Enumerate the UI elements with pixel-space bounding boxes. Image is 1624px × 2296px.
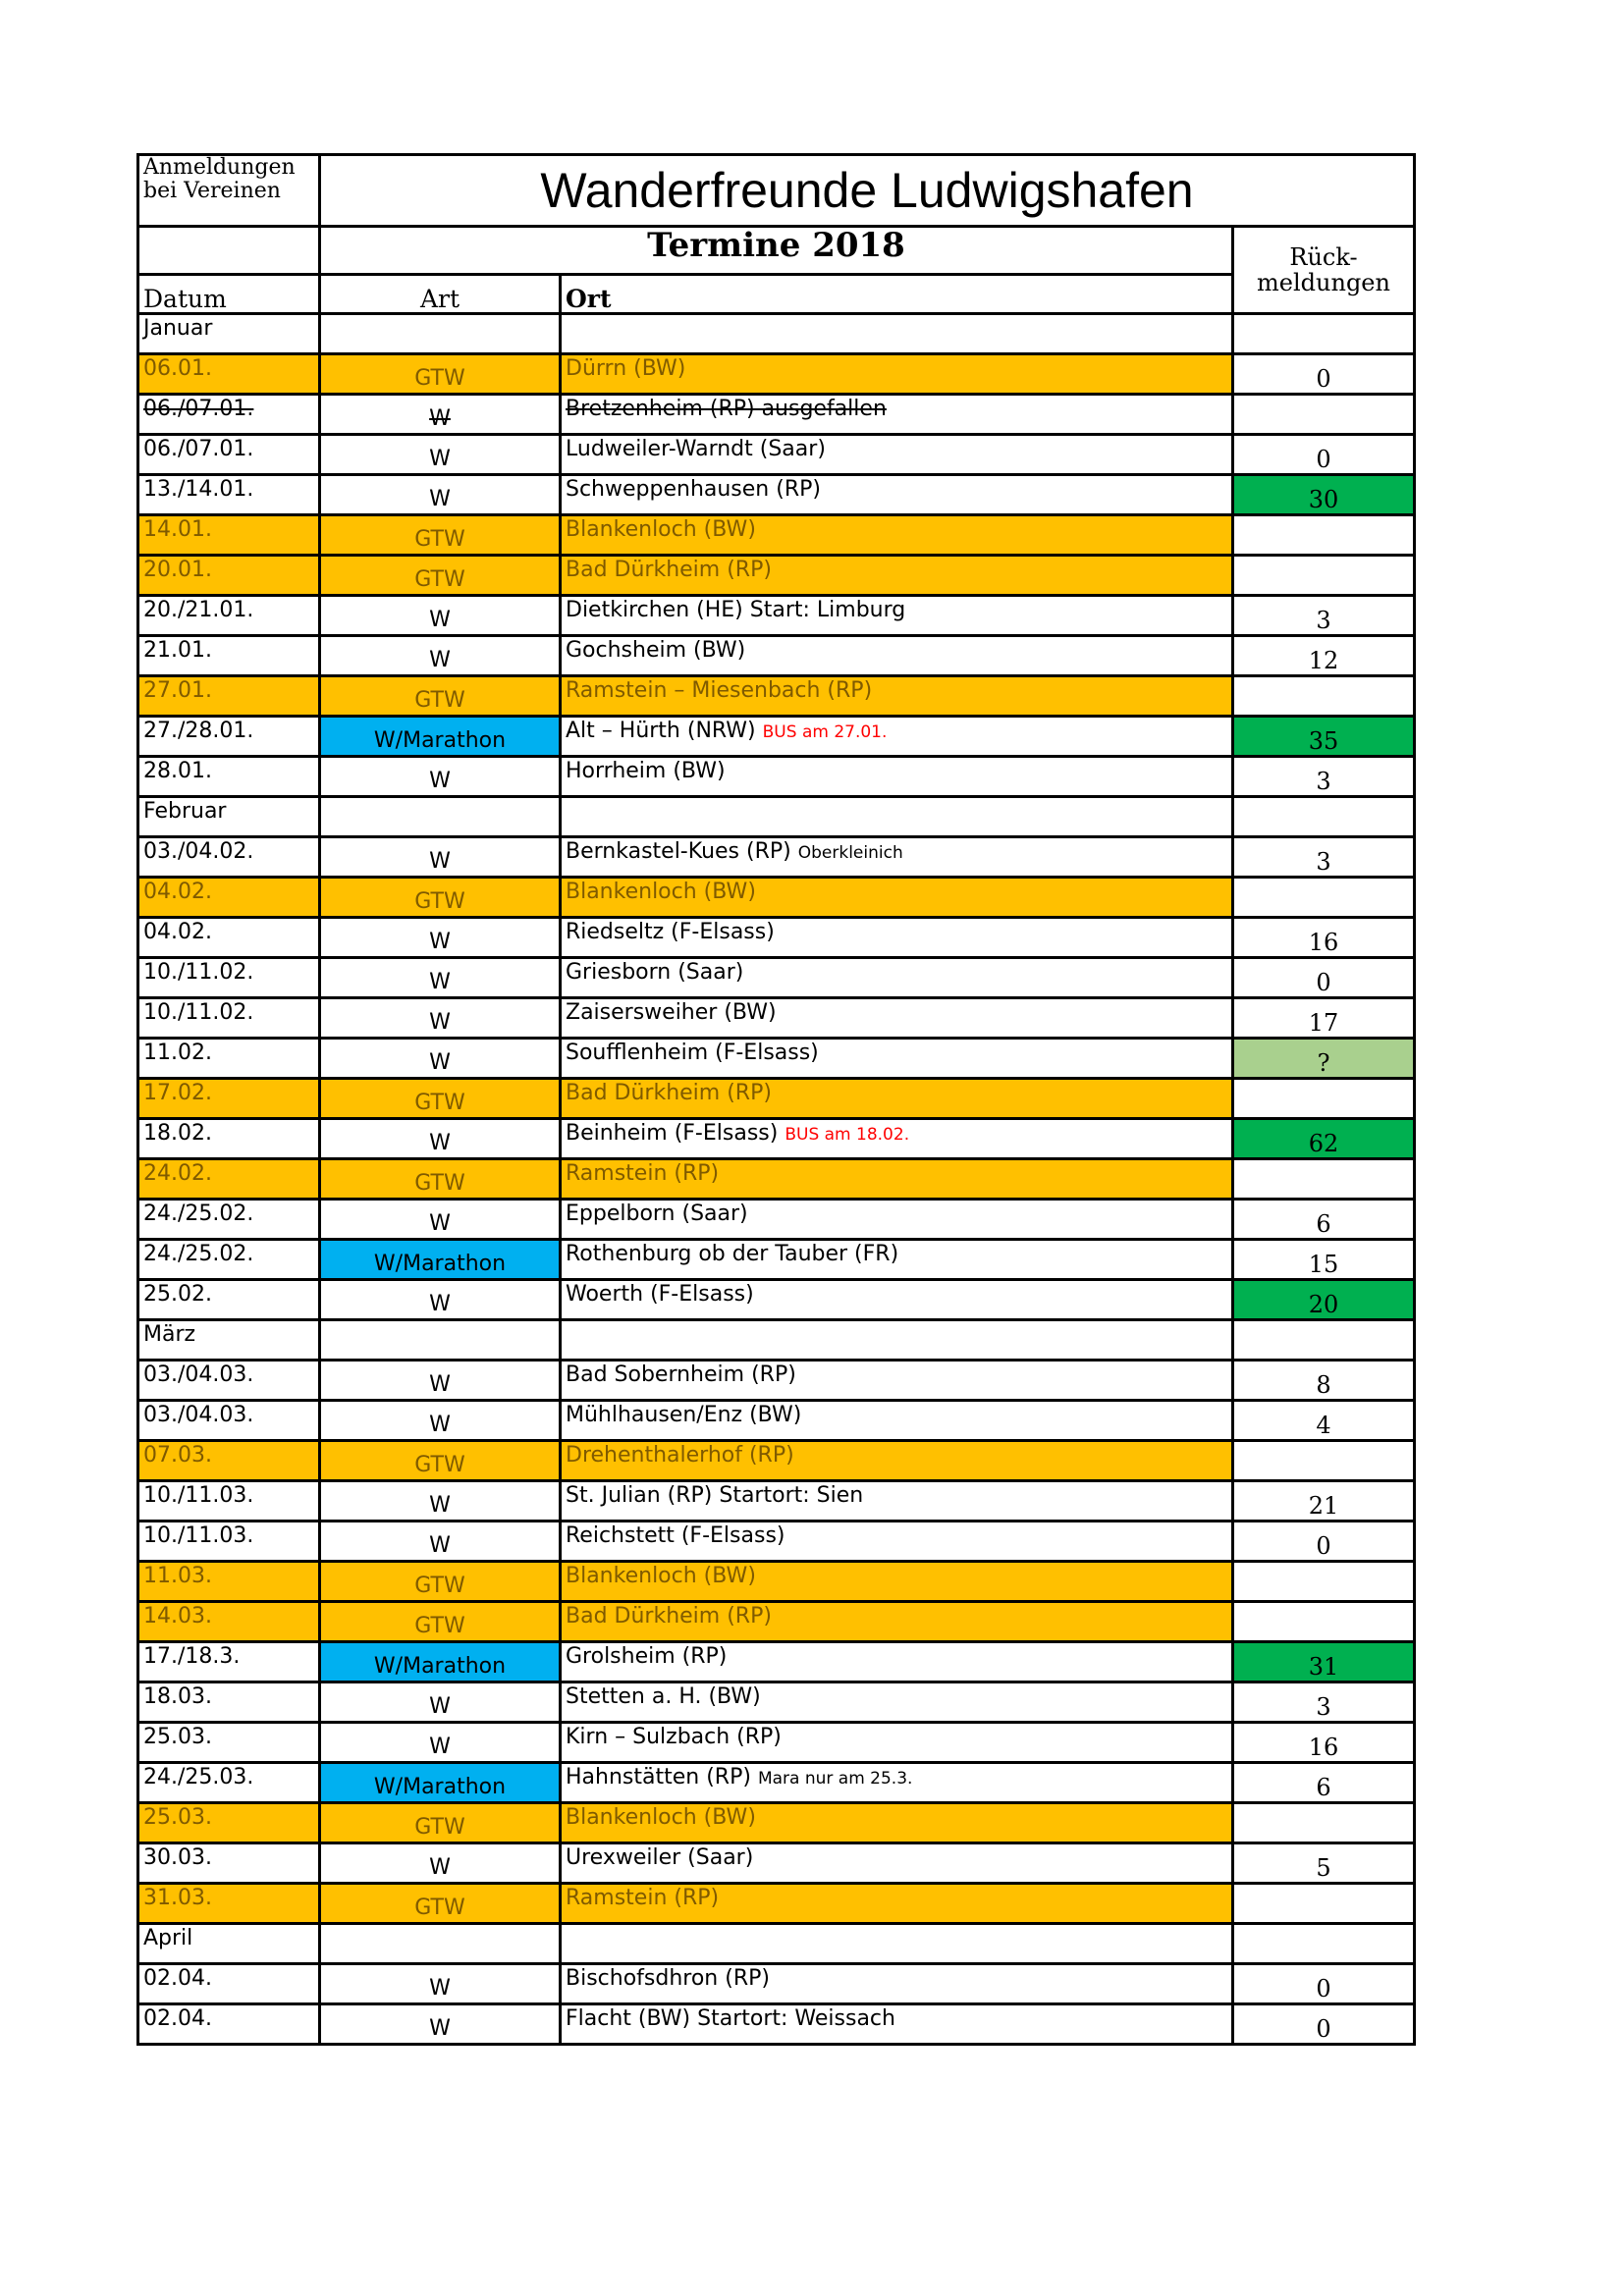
event-date: 03./04.03. <box>138 1361 320 1401</box>
event-type: W/Marathon <box>320 1240 561 1280</box>
event-location <box>561 395 1233 435</box>
event-row <box>138 395 1415 435</box>
feedback-count: 30 <box>1233 475 1415 515</box>
event-location <box>561 878 1233 918</box>
event-row <box>138 354 1415 395</box>
event-row <box>138 475 1415 515</box>
feedback-count <box>1233 556 1415 596</box>
subtitle-row <box>138 227 1415 275</box>
event-date: 24./25.02. <box>138 1240 320 1280</box>
event-date: 17.02. <box>138 1079 320 1119</box>
event-date: 06./07.01. <box>138 395 320 435</box>
event-location <box>561 1401 1233 1441</box>
registration-note-line2: bei Vereinen <box>143 179 281 204</box>
month-row <box>138 1320 1415 1361</box>
event-row <box>138 998 1415 1039</box>
feedback-count: 0 <box>1233 1522 1415 1562</box>
event-date: 13./14.01. <box>138 475 320 515</box>
event-location <box>561 1642 1233 1682</box>
event-row <box>138 1481 1415 1522</box>
event-type: GTW <box>320 878 561 918</box>
location-note: Mara nur am 25.3. <box>757 1769 913 1789</box>
empty-cell <box>320 1320 561 1361</box>
location-name: Dietkirchen (HE) Start: Limburg <box>566 598 906 622</box>
event-date: 04.02. <box>138 918 320 958</box>
location-name: Grolsheim (RP) <box>566 1644 728 1669</box>
event-type: W/Marathon <box>320 717 561 757</box>
feedback-count: 3 <box>1233 837 1415 878</box>
event-date: 04.02. <box>138 878 320 918</box>
event-type: W <box>320 1039 561 1079</box>
event-row <box>138 958 1415 998</box>
event-location <box>561 717 1233 757</box>
club-title: Wanderfreunde Ludwigshafen <box>320 155 1415 227</box>
location-name: Mühlhausen/Enz (BW) <box>566 1403 802 1427</box>
location-name: Soufflenheim (F-Elsass) <box>566 1041 819 1065</box>
event-type: W <box>320 1964 561 2004</box>
month-row <box>138 314 1415 354</box>
location-name: Bischofsdhron (RP) <box>566 1966 770 1991</box>
empty-header-cell <box>138 227 320 275</box>
event-location <box>561 1843 1233 1884</box>
event-date: 24./25.02. <box>138 1200 320 1240</box>
event-row <box>138 1159 1415 1200</box>
event-row <box>138 435 1415 475</box>
event-row <box>138 1280 1415 1320</box>
location-name: Kirn – Sulzbach (RP) <box>566 1725 782 1749</box>
location-note: Oberkleinich <box>797 843 903 863</box>
event-row <box>138 1642 1415 1682</box>
location-name: Gochsheim (BW) <box>566 638 746 663</box>
bus-note: BUS am 18.02. <box>785 1125 910 1145</box>
location-name: Horrheim (BW) <box>566 759 726 783</box>
feedback-count <box>1233 1441 1415 1481</box>
event-row <box>138 1200 1415 1240</box>
event-type: W <box>320 1682 561 1723</box>
event-row <box>138 918 1415 958</box>
bus-note: BUS am 27.01. <box>762 722 888 742</box>
feedback-count: 8 <box>1233 1361 1415 1401</box>
event-row <box>138 636 1415 676</box>
event-date: 24./25.03. <box>138 1763 320 1803</box>
feedback-count: 6 <box>1233 1763 1415 1803</box>
event-row <box>138 1240 1415 1280</box>
empty-cell <box>561 1320 1233 1361</box>
event-location <box>561 354 1233 395</box>
event-location <box>561 1200 1233 1240</box>
feedback-count <box>1233 878 1415 918</box>
empty-cell <box>561 314 1233 354</box>
location-name: Bad Dürkheim (RP) <box>566 558 772 582</box>
empty-cell <box>1233 797 1415 837</box>
event-row <box>138 1964 1415 2004</box>
event-type: W/Marathon <box>320 1642 561 1682</box>
location-name: Eppelborn (Saar) <box>566 1201 748 1226</box>
feedback-count: 0 <box>1233 1964 1415 2004</box>
location-name: Ramstein (RP) <box>566 1886 720 1910</box>
event-type: W <box>320 1522 561 1562</box>
event-location <box>561 837 1233 878</box>
event-row <box>138 1079 1415 1119</box>
event-location <box>561 1682 1233 1723</box>
event-date: 06.01. <box>138 354 320 395</box>
event-location <box>561 1964 1233 2004</box>
event-location <box>561 596 1233 636</box>
column-header-type: Art <box>320 275 561 314</box>
location-name: Bad Sobernheim (RP) <box>566 1362 796 1387</box>
event-location <box>561 1361 1233 1401</box>
feedback-count: ? <box>1233 1039 1415 1079</box>
event-type: W <box>320 918 561 958</box>
event-row <box>138 757 1415 797</box>
location-name: St. Julian (RP) Startort: Sien <box>566 1483 864 1508</box>
event-date: 10./11.03. <box>138 1481 320 1522</box>
event-location <box>561 1159 1233 1200</box>
event-date: 14.03. <box>138 1602 320 1642</box>
event-date: 02.04. <box>138 1964 320 2004</box>
event-row <box>138 1119 1415 1159</box>
feedback-count: 20 <box>1233 1280 1415 1320</box>
event-type: W <box>320 1200 561 1240</box>
event-date: 02.04. <box>138 2004 320 2045</box>
event-date: 03./04.03. <box>138 1401 320 1441</box>
event-location <box>561 475 1233 515</box>
event-date: 11.02. <box>138 1039 320 1079</box>
feedback-count <box>1233 1884 1415 1924</box>
feedback-count: 12 <box>1233 636 1415 676</box>
location-name: Bernkastel-Kues (RP) <box>566 839 791 864</box>
empty-cell <box>320 797 561 837</box>
event-location <box>561 636 1233 676</box>
empty-cell <box>1233 1924 1415 1964</box>
location-name: Blankenloch (BW) <box>566 1805 756 1830</box>
event-location <box>561 1723 1233 1763</box>
event-date: 10./11.02. <box>138 998 320 1039</box>
event-row <box>138 1723 1415 1763</box>
column-header-date: Datum <box>138 275 320 314</box>
event-date: 18.03. <box>138 1682 320 1723</box>
event-location <box>561 918 1233 958</box>
event-type: W <box>320 1723 561 1763</box>
feedback-count <box>1233 395 1415 435</box>
feedback-count: 3 <box>1233 1682 1415 1723</box>
location-name: Schweppenhausen (RP) <box>566 477 821 502</box>
location-name: Bad Dürkheim (RP) <box>566 1604 772 1629</box>
event-location <box>561 958 1233 998</box>
empty-cell <box>1233 1320 1415 1361</box>
event-date: 27./28.01. <box>138 717 320 757</box>
event-row <box>138 1763 1415 1803</box>
event-date: 10./11.02. <box>138 958 320 998</box>
event-row <box>138 1441 1415 1481</box>
event-date: 10./11.03. <box>138 1522 320 1562</box>
event-type: GTW <box>320 1602 561 1642</box>
location-name: Ramstein – Miesenbach (RP) <box>566 678 873 703</box>
location-name: Bad Dürkheim (RP) <box>566 1081 772 1105</box>
feedback-header-line2: meldungen <box>1257 269 1390 296</box>
feedback-column-header <box>1233 227 1415 314</box>
location-name: Woerth (F-Elsass) <box>566 1282 754 1307</box>
event-type: W <box>320 958 561 998</box>
event-location <box>561 1280 1233 1320</box>
feedback-count: 3 <box>1233 757 1415 797</box>
month-label: April <box>138 1924 320 1964</box>
feedback-count: 3 <box>1233 596 1415 636</box>
month-row <box>138 797 1415 837</box>
event-type: GTW <box>320 1441 561 1481</box>
event-date: 28.01. <box>138 757 320 797</box>
event-type: W <box>320 475 561 515</box>
event-date: 11.03. <box>138 1562 320 1602</box>
event-date: 14.01. <box>138 515 320 556</box>
event-location <box>561 1522 1233 1562</box>
event-type: W <box>320 1401 561 1441</box>
feedback-count <box>1233 1159 1415 1200</box>
empty-cell <box>1233 314 1415 354</box>
feedback-count: 5 <box>1233 1843 1415 1884</box>
event-type: GTW <box>320 676 561 717</box>
event-row <box>138 878 1415 918</box>
event-date: 06./07.01. <box>138 435 320 475</box>
event-type: GTW <box>320 354 561 395</box>
event-type: GTW <box>320 1562 561 1602</box>
event-row <box>138 1562 1415 1602</box>
event-date: 03./04.02. <box>138 837 320 878</box>
schedule-year-title: Termine 2018 <box>320 227 1233 275</box>
event-date: 25.03. <box>138 1803 320 1843</box>
event-type: W <box>320 1280 561 1320</box>
empty-cell <box>320 314 561 354</box>
feedback-count <box>1233 515 1415 556</box>
event-type: W <box>320 2004 561 2045</box>
event-date: 20./21.01. <box>138 596 320 636</box>
location-name: Dürrn (BW) <box>566 356 686 381</box>
location-name: Griesborn (Saar) <box>566 960 744 985</box>
event-type: W <box>320 1361 561 1401</box>
event-location <box>561 1602 1233 1642</box>
location-name: Stetten a. H. (BW) <box>566 1684 761 1709</box>
event-location <box>561 556 1233 596</box>
registration-note <box>138 155 320 227</box>
event-location <box>561 1481 1233 1522</box>
event-type: GTW <box>320 1803 561 1843</box>
event-row <box>138 596 1415 636</box>
feedback-count: 0 <box>1233 958 1415 998</box>
event-row <box>138 1039 1415 1079</box>
event-location <box>561 757 1233 797</box>
location-name: Reichstett (F-Elsass) <box>566 1523 785 1548</box>
event-type: GTW <box>320 1884 561 1924</box>
event-row <box>138 1884 1415 1924</box>
event-type: W <box>320 998 561 1039</box>
location-name: Ramstein (RP) <box>566 1161 720 1186</box>
schedule-table <box>136 153 1416 2046</box>
empty-cell <box>561 1924 1233 1964</box>
location-name: Flacht (BW) Startort: Weissach <box>566 2006 895 2031</box>
event-row <box>138 556 1415 596</box>
feedback-count: 0 <box>1233 435 1415 475</box>
event-date: 20.01. <box>138 556 320 596</box>
event-location <box>561 1803 1233 1843</box>
column-header-location: Ort <box>561 275 1233 314</box>
event-date: 27.01. <box>138 676 320 717</box>
event-type: W <box>320 596 561 636</box>
event-location <box>561 676 1233 717</box>
event-type: W <box>320 1481 561 1522</box>
event-date: 17./18.3. <box>138 1642 320 1682</box>
location-name: Blankenloch (BW) <box>566 1564 756 1588</box>
location-name: Drehenthalerhof (RP) <box>566 1443 794 1468</box>
event-location <box>561 1119 1233 1159</box>
event-type: W <box>320 1843 561 1884</box>
event-location <box>561 998 1233 1039</box>
event-row <box>138 515 1415 556</box>
event-type: GTW <box>320 1159 561 1200</box>
feedback-count <box>1233 676 1415 717</box>
event-date: 31.03. <box>138 1884 320 1924</box>
event-date: 18.02. <box>138 1119 320 1159</box>
event-row <box>138 1361 1415 1401</box>
location-name: Blankenloch (BW) <box>566 517 756 542</box>
event-date: 25.03. <box>138 1723 320 1763</box>
registration-note-line1: Anmeldungen <box>143 155 296 180</box>
event-type: GTW <box>320 515 561 556</box>
event-location <box>561 1562 1233 1602</box>
event-type: GTW <box>320 1079 561 1119</box>
feedback-count: 35 <box>1233 717 1415 757</box>
event-location <box>561 1240 1233 1280</box>
event-row <box>138 1682 1415 1723</box>
feedback-count: 21 <box>1233 1481 1415 1522</box>
event-row <box>138 1522 1415 1562</box>
month-label: Februar <box>138 797 320 837</box>
event-date: 21.01. <box>138 636 320 676</box>
feedback-count: 0 <box>1233 2004 1415 2045</box>
event-location <box>561 435 1233 475</box>
feedback-count: 4 <box>1233 1401 1415 1441</box>
feedback-count: 15 <box>1233 1240 1415 1280</box>
empty-cell <box>561 797 1233 837</box>
feedback-count: 31 <box>1233 1642 1415 1682</box>
event-row <box>138 1843 1415 1884</box>
event-type: W/Marathon <box>320 1763 561 1803</box>
feedback-count: 6 <box>1233 1200 1415 1240</box>
month-row <box>138 1924 1415 1964</box>
location-name: Riedseltz (F-Elsass) <box>566 920 775 944</box>
feedback-count: 17 <box>1233 998 1415 1039</box>
location-name: Zaisersweiher (BW) <box>566 1000 777 1025</box>
event-type: W <box>320 395 561 435</box>
event-type: W <box>320 837 561 878</box>
event-row <box>138 717 1415 757</box>
event-row <box>138 837 1415 878</box>
event-location <box>561 2004 1233 2045</box>
event-type: W <box>320 757 561 797</box>
location-name: Rothenburg ob der Tauber (FR) <box>566 1242 899 1266</box>
event-row <box>138 1803 1415 1843</box>
event-type: GTW <box>320 556 561 596</box>
feedback-header-line1: Rück- <box>1289 242 1358 271</box>
location-name: Hahnstätten (RP) <box>566 1765 751 1789</box>
feedback-count: 16 <box>1233 918 1415 958</box>
event-location <box>561 1441 1233 1481</box>
event-location <box>561 515 1233 556</box>
event-row <box>138 1401 1415 1441</box>
location-name: Beinheim (F-Elsass) <box>566 1121 779 1146</box>
event-date: 25.02. <box>138 1280 320 1320</box>
location-name: Ludweiler-Warndt (Saar) <box>566 437 826 461</box>
empty-cell <box>320 1924 561 1964</box>
feedback-count <box>1233 1602 1415 1642</box>
event-row <box>138 1602 1415 1642</box>
event-location <box>561 1884 1233 1924</box>
feedback-count <box>1233 1079 1415 1119</box>
event-type: W <box>320 636 561 676</box>
month-label: März <box>138 1320 320 1361</box>
event-date: 30.03. <box>138 1843 320 1884</box>
event-location <box>561 1763 1233 1803</box>
location-name: Blankenloch (BW) <box>566 880 756 904</box>
event-date: 07.03. <box>138 1441 320 1481</box>
column-header-row <box>138 275 1415 314</box>
title-row <box>138 155 1415 227</box>
feedback-count: 0 <box>1233 354 1415 395</box>
location-name: Bretzenheim (RP) ausgefallen <box>566 397 887 421</box>
location-name: Alt – Hürth (NRW) <box>566 719 756 743</box>
event-location <box>561 1079 1233 1119</box>
event-location <box>561 1039 1233 1079</box>
feedback-count <box>1233 1562 1415 1602</box>
event-row <box>138 676 1415 717</box>
feedback-count <box>1233 1803 1415 1843</box>
event-row <box>138 2004 1415 2045</box>
feedback-count: 16 <box>1233 1723 1415 1763</box>
event-date: 24.02. <box>138 1159 320 1200</box>
feedback-count: 62 <box>1233 1119 1415 1159</box>
month-label: Januar <box>138 314 320 354</box>
event-type: W <box>320 435 561 475</box>
location-name: Urexweiler (Saar) <box>566 1845 754 1870</box>
event-type: W <box>320 1119 561 1159</box>
